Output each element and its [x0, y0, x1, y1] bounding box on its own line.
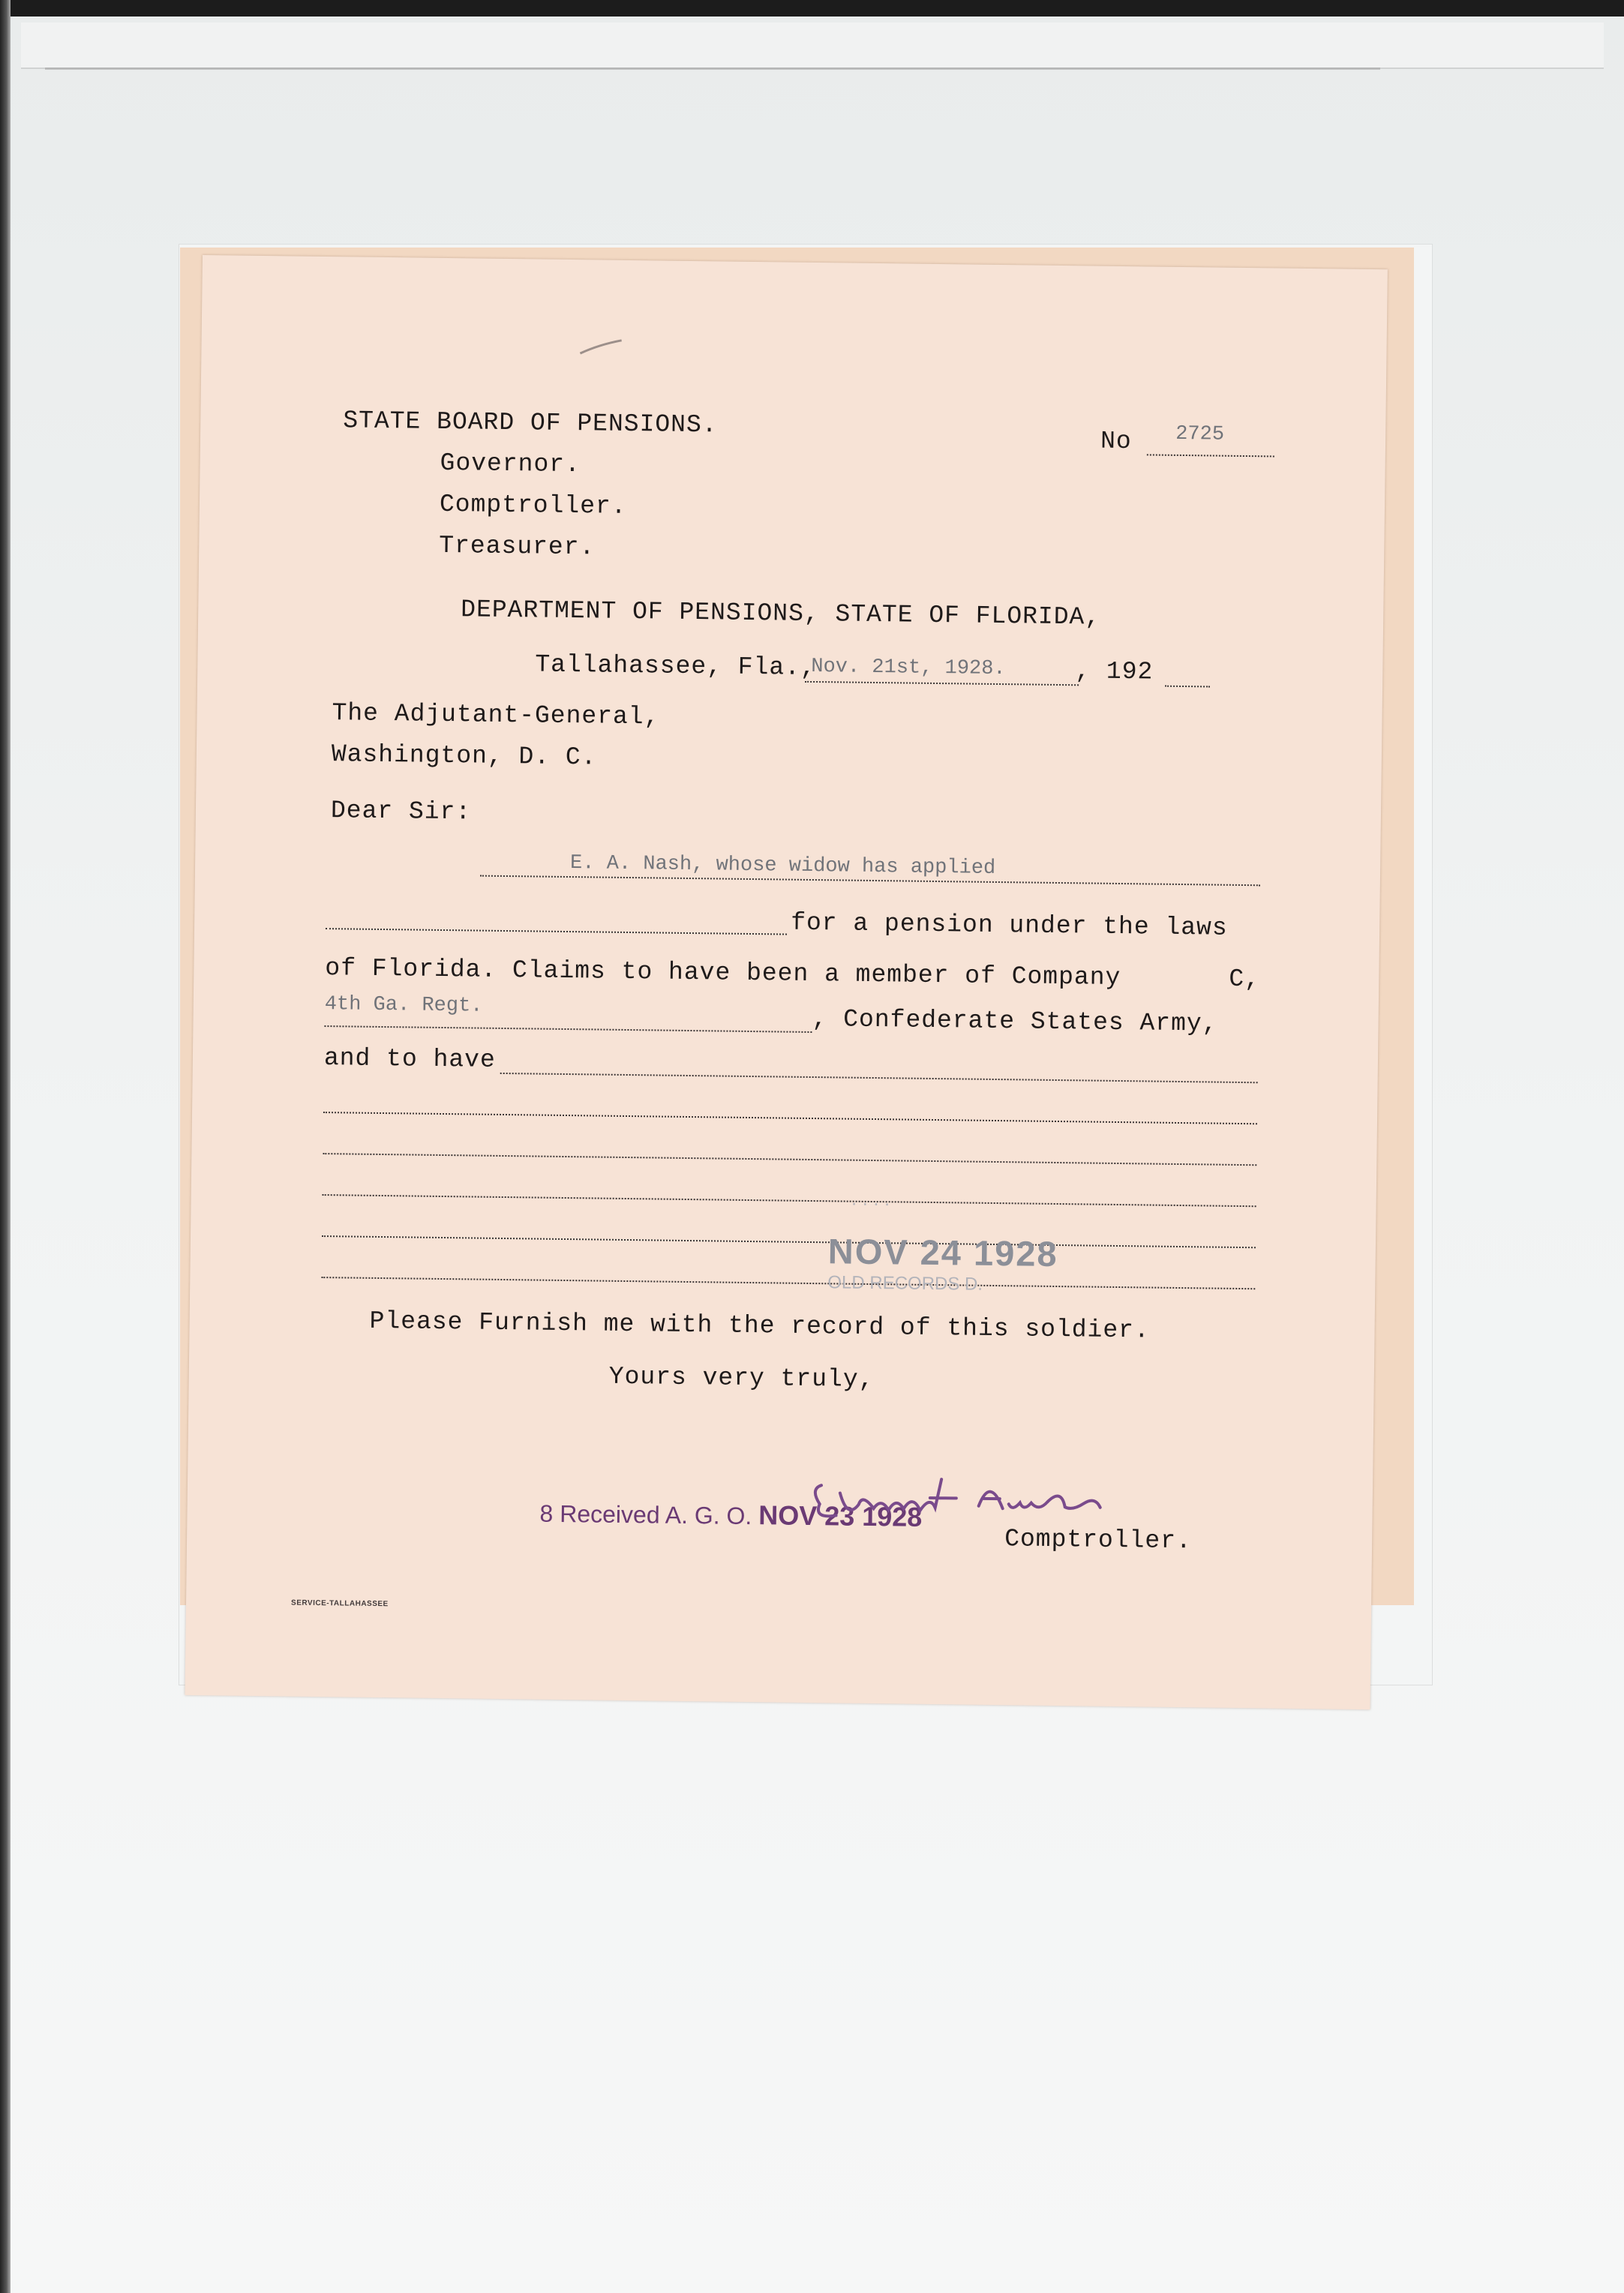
blank-line-4: [322, 1235, 1256, 1248]
date-filled: Nov. 21st, 1928.: [811, 655, 1006, 681]
number-line: [1147, 454, 1274, 457]
army-text: , Confederate States Army,: [812, 1005, 1218, 1038]
scan-left-border: [0, 0, 11, 2293]
member-governor: Governor.: [440, 449, 581, 479]
recipient-line-1: The Adjutant-General,: [332, 699, 660, 731]
pension-letter: [185, 255, 1388, 1709]
department-title: DEPARTMENT OF PENSIONS, STATE OF FLORIDA,: [461, 596, 1101, 632]
recipient-line-2: Washington, D. C.: [331, 740, 597, 772]
number-label: No: [1100, 427, 1132, 456]
number-value: 2725: [1175, 422, 1225, 446]
binder-strip: [21, 23, 1604, 69]
received-stamp-text: 8 Received A. G. O.: [539, 1499, 752, 1530]
place: Tallahassee, Fla.,: [535, 650, 817, 683]
year-prefix: , 192: [1075, 657, 1154, 686]
member-comptroller: Comptroller.: [439, 490, 627, 521]
date-stamp-top: · · · ·: [851, 1193, 890, 1214]
board-title: STATE BOARD OF PENSIONS.: [343, 407, 718, 440]
valediction: Yours very truly,: [608, 1362, 875, 1394]
binder-line: [45, 68, 1380, 70]
printer-imprint: SERVICE-TALLAHASSEE: [290, 1598, 389, 1609]
comptroller-title: Comptroller.: [1004, 1525, 1193, 1556]
year-line: [1165, 686, 1210, 688]
have-text: and to have: [323, 1044, 496, 1074]
date-stamp-bottom: OLD RECORDS D.: [827, 1272, 983, 1295]
applicant-filled: E. A. Nash, whose widow has applied: [569, 852, 996, 880]
salutation: Dear Sir:: [330, 797, 472, 827]
scan-top-border: [0, 0, 1624, 17]
date-line: [805, 681, 1079, 686]
blank-line-1: [323, 1112, 1257, 1124]
date-stamp: NOV 24 1928: [827, 1231, 1058, 1274]
blank-line-3: [323, 1194, 1256, 1207]
regiment-line: [324, 1025, 812, 1033]
pencil-mark: [576, 331, 636, 362]
regiment-filled: 4th Ga. Regt.: [324, 993, 483, 1018]
member-treasurer: Treasurer.: [439, 531, 596, 562]
company-filled: C,: [1229, 965, 1261, 994]
received-stamp-date: NOV 23 1928: [758, 1499, 923, 1532]
have-line: [500, 1073, 1258, 1083]
pension-text: for a pension under the laws: [790, 908, 1228, 942]
blank-line-2: [323, 1153, 1256, 1166]
request-text: Please Furnish me with the record of this soldier.: [369, 1307, 1150, 1345]
blank-line-5: [321, 1277, 1255, 1289]
pension-blank-line: [326, 928, 787, 935]
florida-text: of Florida. Claims to have been a member of Company: [325, 954, 1121, 992]
